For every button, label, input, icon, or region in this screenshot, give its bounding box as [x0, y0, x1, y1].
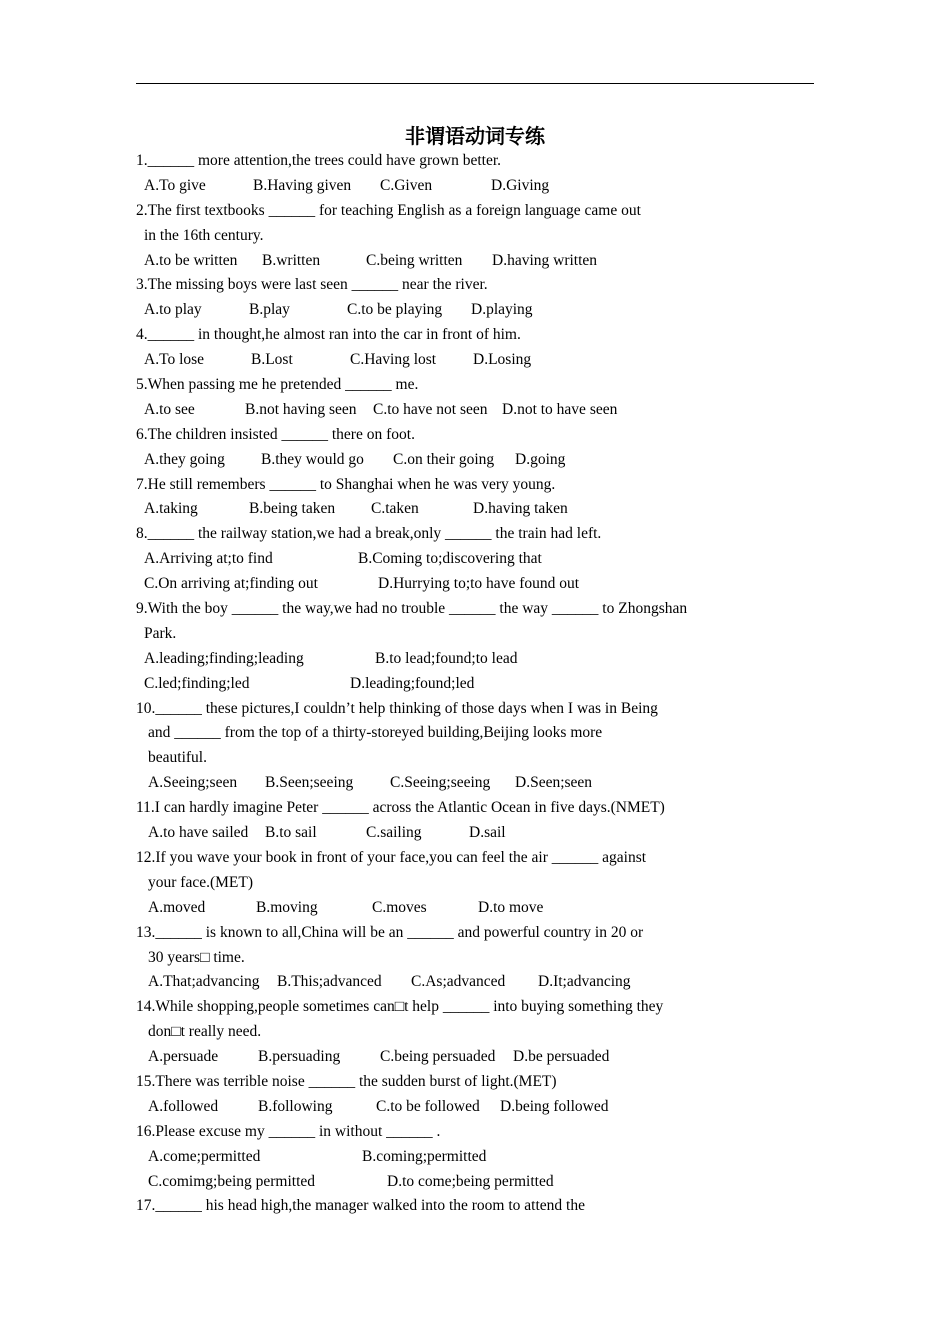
question-15-stem: 15.There was terrible noise ______ the sudden burst of light.(MET)	[136, 1072, 557, 1090]
option-d: D.having taken	[473, 500, 568, 518]
question-14-options	[136, 1045, 816, 1070]
question-10-stem-cont: and ______ from the top of a thirty-storeyed building,Beijing looks more	[148, 724, 603, 742]
question-6-stem: 6.The children insisted ______ there on foot.	[136, 425, 415, 443]
question-list	[136, 149, 816, 1219]
question-4-options	[136, 348, 816, 373]
option-d: D.not to have seen	[502, 400, 618, 418]
option-b: B.Lost	[251, 351, 293, 369]
option-b: B.play	[249, 301, 290, 319]
question-12-options	[136, 896, 816, 921]
option-d: D.having written	[492, 251, 598, 269]
option-d: D.Giving	[491, 176, 550, 194]
question-8-options-row-2	[136, 572, 816, 597]
option-a: A.moved	[148, 898, 206, 916]
option-d: D.leading;found;led	[350, 674, 475, 692]
option-d: D.being followed	[500, 1097, 609, 1115]
option-b: B.Seen;seeing	[265, 774, 354, 792]
option-c: C.taken	[371, 500, 419, 518]
question-7-options	[136, 497, 816, 522]
question-14-stem: 14.While shopping,people sometimes can□t help ______ into buying something they	[136, 998, 664, 1016]
question-9-options-row-1	[136, 647, 816, 672]
question-4-stem: 4.______ in thought,he almost ran into the car in front of him.	[136, 326, 521, 344]
option-d: D.to move	[478, 898, 544, 916]
question-1-options	[136, 174, 816, 199]
option-c: C.Having lost	[350, 351, 437, 369]
question-5-stem: 5.When passing me he pretended ______ me.	[136, 376, 419, 394]
question-16-options-row-1	[136, 1145, 816, 1170]
option-d: D.going	[515, 450, 566, 468]
option-a: A.to be written	[144, 251, 238, 269]
option-a: A.To give	[144, 176, 206, 194]
option-c: C.to have not seen	[373, 400, 488, 418]
question-9-options-row-2	[136, 672, 816, 697]
question-6-options	[136, 448, 816, 473]
option-c: C.to be followed	[376, 1097, 480, 1115]
question-14-stem-cont: don□t really need.	[148, 1023, 262, 1041]
question-8-options-row-1	[136, 547, 816, 572]
option-a: A.Arriving at;to find	[144, 550, 273, 568]
question-15-options	[136, 1095, 816, 1120]
question-3-options	[136, 298, 816, 323]
option-c: C.led;finding;led	[144, 674, 250, 692]
question-13-stem-cont: 30 years□ time.	[148, 948, 245, 966]
header-rule	[136, 83, 814, 84]
option-b: B.persuading	[258, 1048, 341, 1066]
question-9-stem: 9.With the boy ______ the way,we had no trouble ______ the way ______ to Zhongshan	[136, 600, 688, 618]
option-a: A.to play	[144, 301, 202, 319]
option-a: A.come;permitted	[148, 1147, 261, 1165]
option-c: C.On arriving at;finding out	[144, 575, 318, 593]
option-a: A.To lose	[144, 351, 205, 369]
option-b: B.moving	[256, 898, 318, 916]
option-b: B.This;advanced	[277, 973, 382, 991]
option-c: C.moves	[372, 898, 427, 916]
option-b: B.they would go	[261, 450, 364, 468]
question-17-stem: 17.______ his head high,the manager walked into the room to attend the	[136, 1197, 585, 1215]
option-d: D.playing	[471, 301, 533, 319]
question-10-options	[136, 771, 816, 796]
option-d: D.It;advancing	[538, 973, 631, 991]
question-8-stem: 8.______ the railway station,we had a break,only ______ the train had left.	[136, 525, 602, 543]
question-5-options	[136, 398, 816, 423]
question-2-stem-cont: in the 16th century.	[144, 226, 264, 244]
option-a: A.persuade	[148, 1048, 219, 1066]
option-c: C.being persuaded	[380, 1048, 496, 1066]
question-3-stem: 3.The missing boys were last seen ______ near the river.	[136, 276, 488, 294]
question-10-stem: 10.______ these pictures,I couldn’t help thinking of those days when I was in Being	[136, 699, 658, 717]
option-c: C.being written	[366, 251, 463, 269]
option-b: B.following	[258, 1097, 333, 1115]
option-b: B.not having seen	[245, 400, 357, 418]
option-c: C.Seeing;seeing	[390, 774, 491, 792]
option-b: B.written	[262, 251, 321, 269]
option-d: D.Hurrying to;to have found out	[378, 575, 580, 593]
question-13-options	[136, 970, 816, 995]
option-d: D.sail	[469, 824, 506, 842]
option-a: A.leading;finding;leading	[144, 649, 304, 667]
option-d: D.Losing	[473, 351, 532, 369]
option-b: B.to sail	[265, 824, 317, 842]
option-b: B.Having given	[253, 176, 352, 194]
page-title: 非谓语动词专练	[405, 124, 545, 148]
question-12-stem: 12.If you wave your book in front of your face,you can feel the air ______ against	[136, 848, 647, 866]
option-b: B.coming;permitted	[362, 1147, 487, 1165]
option-c: C.sailing	[366, 824, 422, 842]
option-d: D.Seen;seen	[515, 774, 593, 792]
option-d: D.be persuaded	[513, 1048, 610, 1066]
question-16-options-row-2	[136, 1170, 816, 1195]
option-a: A.to see	[144, 400, 195, 418]
question-11-options	[136, 821, 816, 846]
question-10-stem-cont-2: beautiful.	[148, 749, 207, 767]
option-a: A.they going	[144, 450, 225, 468]
question-2-options	[136, 249, 816, 274]
question-9-stem-cont: Park.	[144, 624, 177, 642]
question-1-stem: 1.______ more attention,the trees could have grown better.	[136, 152, 502, 169]
option-b: B.Coming to;discovering that	[358, 550, 542, 568]
question-16-stem: 16.Please excuse my ______ in without ______ .	[136, 1122, 441, 1140]
option-c: C.comimg;being permitted	[148, 1172, 316, 1190]
option-c: C.As;advanced	[411, 973, 506, 991]
question-12-stem-cont: your face.(MET)	[148, 873, 254, 891]
question-2-stem: 2.The first textbooks ______ for teaching English as a foreign language came out	[136, 201, 641, 219]
option-a: A.to have sailed	[148, 824, 249, 842]
option-b: B.to lead;found;to lead	[375, 649, 518, 667]
option-c: C.on their going	[393, 450, 495, 468]
option-b: B.being taken	[249, 500, 336, 518]
option-c: C.Given	[380, 176, 433, 194]
question-13-stem: 13.______ is known to all,China will be an ______ and powerful country in 20 or	[136, 923, 644, 941]
question-7-stem: 7.He still remembers ______ to Shanghai when he was very young.	[136, 475, 556, 493]
option-a: A.followed	[148, 1097, 219, 1115]
option-a: A.taking	[144, 500, 198, 518]
option-a: A.Seeing;seen	[148, 774, 238, 792]
option-d: D.to come;being permitted	[387, 1172, 554, 1190]
option-c: C.to be playing	[347, 301, 443, 319]
question-11-stem: 11.I can hardly imagine Peter ______ across the Atlantic Ocean in five days.(NMET)	[136, 799, 665, 817]
option-a: A.That;advancing	[148, 973, 260, 991]
